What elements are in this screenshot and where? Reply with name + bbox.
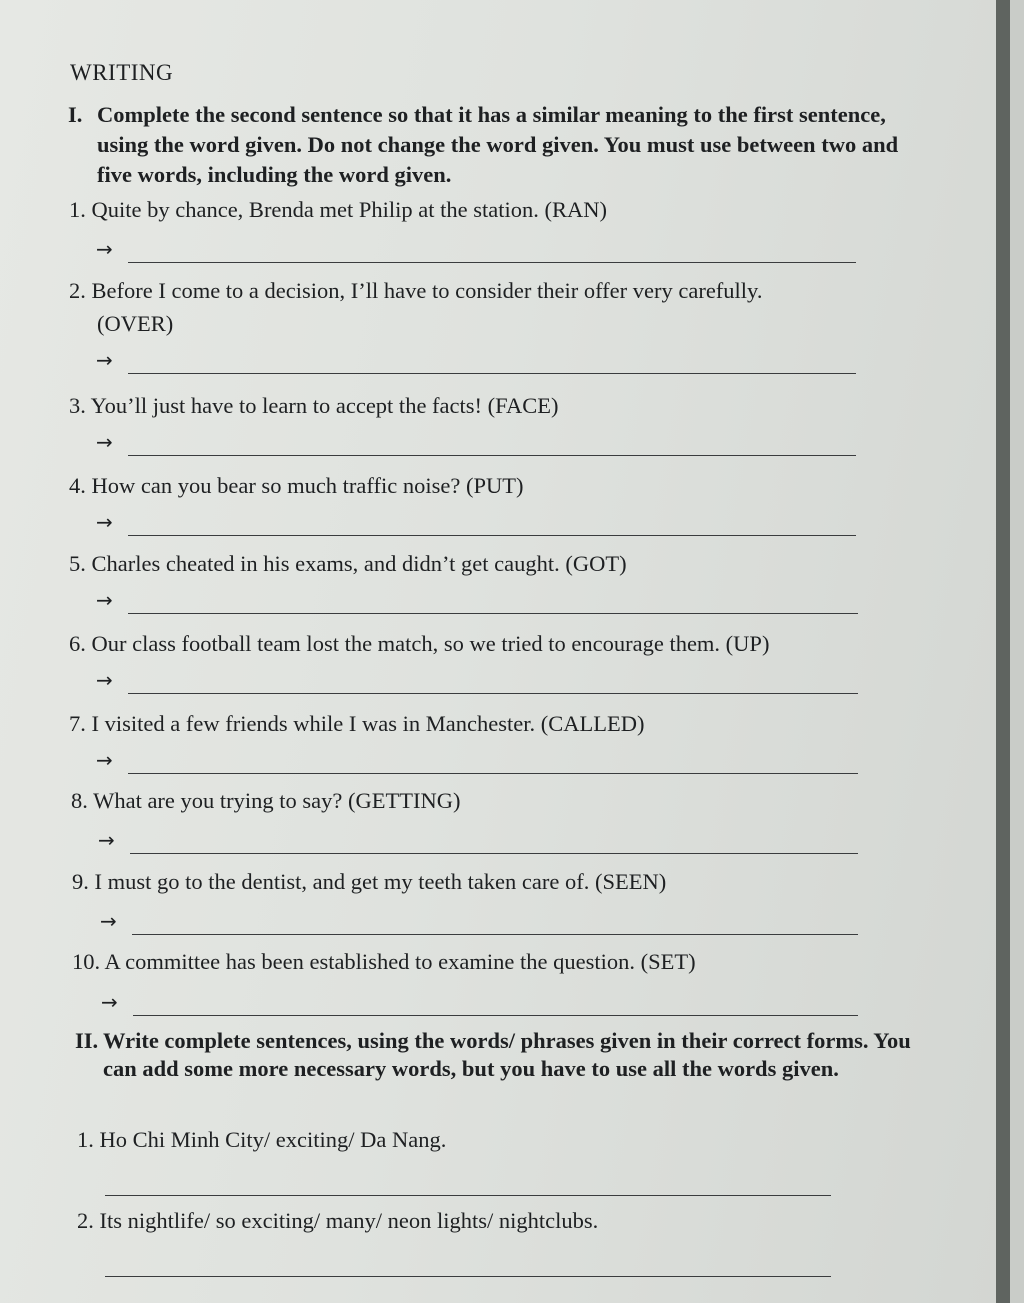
question-number: 2.	[77, 1208, 94, 1233]
arrow-icon: →	[98, 828, 115, 852]
question-number: 4.	[69, 473, 86, 498]
question-4	[69, 471, 523, 501]
answer-line-7[interactable]	[96, 750, 858, 774]
question-number: 1.	[77, 1127, 94, 1152]
question-3	[69, 391, 558, 421]
arrow-icon: →	[96, 510, 113, 534]
question-text-cont: (OVER)	[97, 311, 174, 336]
page-heading: WRITING	[70, 60, 174, 85]
question-text: Our class football team lost the match, so we tried to encourage them. (UP)	[91, 631, 770, 656]
answer-line-2[interactable]	[96, 350, 856, 374]
answer-underline	[128, 455, 856, 456]
answer-underline	[128, 613, 858, 614]
answer-line-6[interactable]	[96, 670, 858, 694]
answer-underline	[128, 373, 856, 374]
question-text: Quite by chance, Brenda met Philip at the station. (RAN)	[91, 197, 608, 222]
question-text: Ho Chi Minh City/ exciting/ Da Nang.	[99, 1127, 447, 1152]
question-text: You’ll just have to learn to accept the facts! (FACE)	[90, 393, 559, 418]
arrow-icon: →	[96, 430, 113, 454]
question-text: What are you trying to say? (GETTING)	[93, 788, 461, 813]
question-number: 10.	[72, 949, 101, 974]
question-number: 1.	[69, 197, 86, 222]
question-5	[69, 549, 627, 579]
question-9	[72, 867, 666, 897]
answer-underline	[128, 262, 856, 263]
answer-line-s2-2[interactable]	[105, 1276, 831, 1277]
sentence-prompt-1	[77, 1125, 446, 1155]
arrow-icon: →	[100, 909, 117, 933]
section-2-text: Write complete sentences, using the words/ phrases given in their correct forms. You can add some more necessary words, but you have to use all the words given.	[103, 1028, 911, 1081]
section-2-roman: II.	[75, 1028, 99, 1053]
question-number: 6.	[69, 631, 86, 656]
question-text: Before I come to a decision, I’ll have to consider their offer very carefully.	[91, 278, 763, 303]
question-7	[69, 709, 644, 739]
question-number: 8.	[71, 788, 88, 813]
answer-underline	[128, 535, 856, 536]
question-number: 7.	[69, 711, 86, 736]
answer-underline	[132, 934, 858, 935]
section-1-roman: I.	[68, 102, 83, 127]
question-text: I must go to the dentist, and get my teeth taken care of. (SEEN)	[94, 869, 667, 894]
question-number: 5.	[69, 551, 86, 576]
answer-line-8[interactable]	[98, 830, 858, 854]
question-10	[72, 947, 696, 977]
answer-line-1[interactable]	[96, 239, 856, 263]
answer-line-s2-1[interactable]	[105, 1195, 831, 1196]
arrow-icon: →	[96, 748, 113, 772]
arrow-icon: →	[96, 588, 113, 612]
answer-line-3[interactable]	[96, 432, 856, 456]
section-1-text: Complete the second sentence so that it has a similar meaning to the first sentence, using the word given. Do not change the word given. You must use between two and five words, including the word given.	[97, 102, 899, 187]
question-text: I visited a few friends while I was in Manchester. (CALLED)	[91, 711, 645, 736]
answer-line-4[interactable]	[96, 512, 856, 536]
question-number: 9.	[72, 869, 89, 894]
arrow-icon: →	[101, 990, 118, 1014]
question-text: How can you bear so much traffic noise? (PUT)	[91, 473, 524, 498]
answer-underline	[128, 773, 858, 774]
page-edge-shadow	[996, 0, 1010, 1303]
question-number: 3.	[69, 393, 86, 418]
question-6	[69, 629, 769, 659]
answer-underline	[128, 693, 858, 694]
question-text: Its nightlife/ so exciting/ many/ neon lights/ nightclubs.	[99, 1208, 599, 1233]
question-1	[69, 195, 607, 225]
arrow-icon: →	[96, 237, 113, 261]
question-8	[71, 786, 460, 816]
question-2-continued	[97, 309, 173, 339]
question-2	[69, 276, 762, 306]
answer-underline	[133, 1015, 858, 1016]
answer-line-10[interactable]	[101, 992, 858, 1016]
question-number: 2.	[69, 278, 86, 303]
sentence-prompt-2	[77, 1206, 598, 1236]
section-2-instruction	[75, 1027, 923, 1083]
arrow-icon: →	[96, 348, 113, 372]
answer-underline	[130, 853, 858, 854]
section-1-instruction	[68, 100, 918, 190]
question-text: A committee has been established to examine the question. (SET)	[104, 949, 696, 974]
arrow-icon: →	[96, 668, 113, 692]
question-text: Charles cheated in his exams, and didn’t get caught. (GOT)	[91, 551, 627, 576]
answer-line-5[interactable]	[96, 590, 858, 614]
answer-line-9[interactable]	[100, 911, 858, 935]
